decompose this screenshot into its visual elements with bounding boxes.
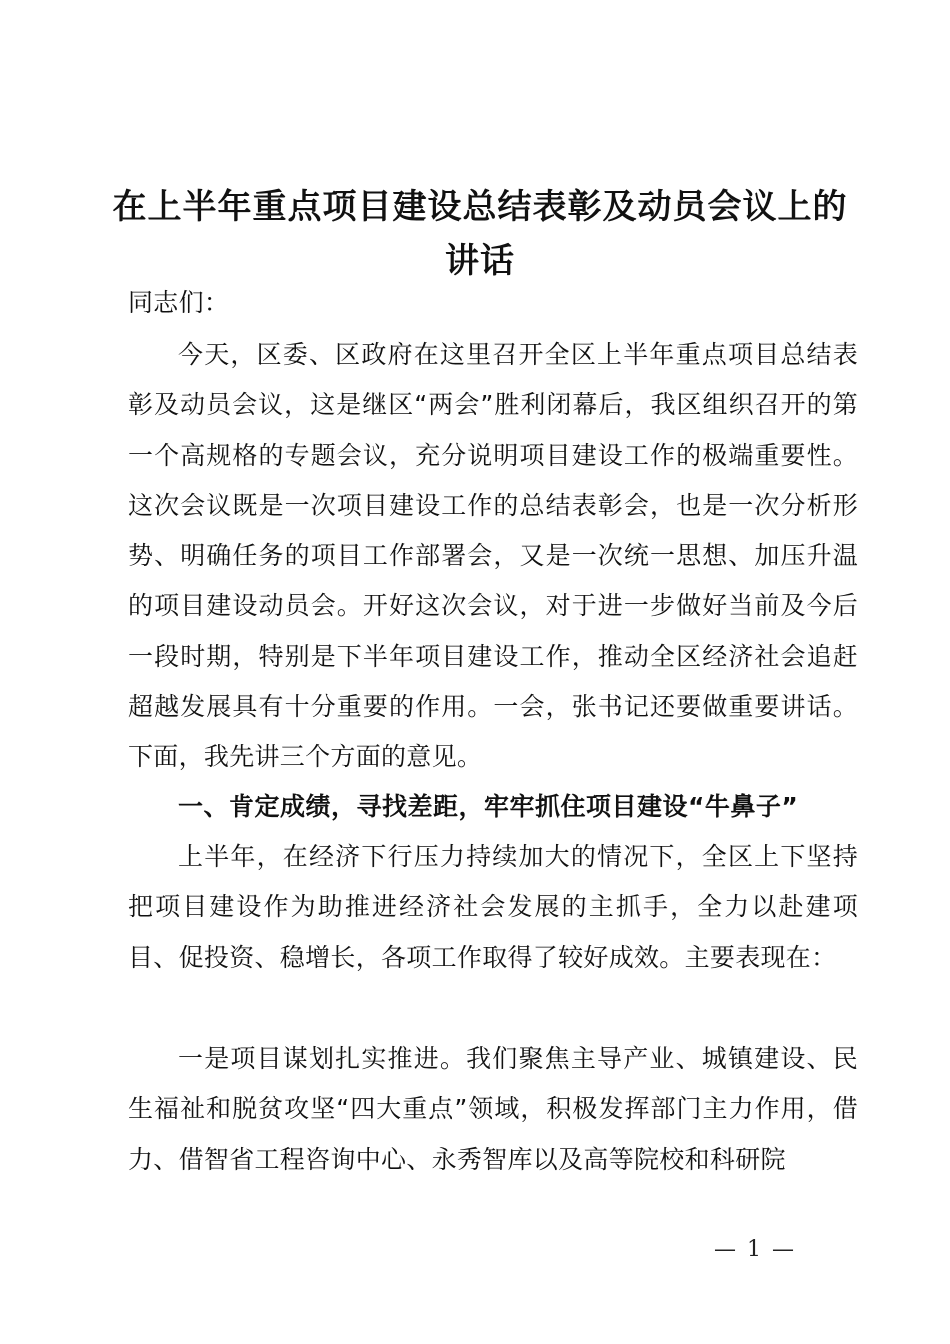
- paragraph-opening: 今天，区委、区政府在这里召开全区上半年重点项目总结表彰及动员会议，这是继区“两会”胜利闭幕后，我区组织召开的第一个高规格的专题会议，充分说明项目建设工作的极端重要性。这次会议既是一次项目建设工作的总结表彰会，也是一次分析形势、明确任务的项目工作部署会，又是一次统一思想、加压升温的项目建设动员会。开好这次会议，对于进一步做好当前及今后一段时期，特别是下半年项目建设工作，推动全区经济社会追赶超越发展具有十分重要的作用。一会，张书记还要做重要讲话。下面，我先讲三个方面的意见。: [128, 340, 858, 772]
- document-title: 在上半年重点项目建设总结表彰及动员会议上的讲话: [112, 187, 848, 281]
- page-number: — 1 —: [714, 1237, 796, 1262]
- section-heading: 一、肯定成绩，寻找差距，牢牢抓住项目建设“牛鼻子”: [178, 792, 799, 821]
- paragraph-first-half-summary: 上半年，在经济下行压力持续加大的情况下，全区上下坚持把项目建设作为助推进经济社会发展的主抓手，全力以赴建项目、促投资、稳增长，各项工作取得了较好成效。主要表现在：: [128, 842, 858, 972]
- salutation: 同志们：: [128, 288, 230, 317]
- paragraph-project-planning: 一是项目谋划扎实推进。我们聚焦主导产业、城镇建设、民生福祉和脱贫攻坚“四大重点”领域，积极发挥部门主力作用，借力、借智省工程咨询中心、永秀智库以及高等院校和科研院: [128, 1044, 858, 1174]
